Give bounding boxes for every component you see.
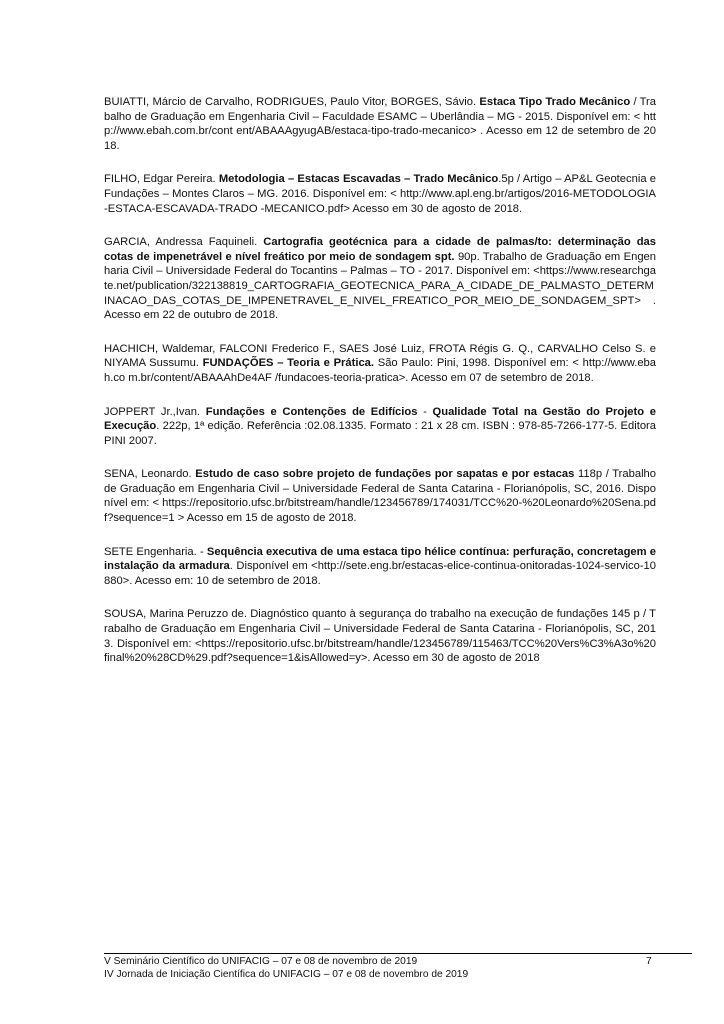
reference-title: FUNDAÇÕES – Teoria e Prática. [202,357,375,370]
reference-sena: SENA, Leonardo. Estudo de caso sobre projeto de fundações por sapatas e por estacas 118p / Trabalho de Graduação em Engenharia Civil – Universidade Federal de Santa Catarina - Florianópolis, SC, 2016. Disponível em: < https://repositorio.ufsc.br/bitstream/handle/123456789/174031/TCC%20-%20Leonardo%20Sena.pdf?sequence=1 > Acesso em 15 de agosto de 2018. [104,468,656,525]
reference-title: Estaca Tipo Trado Mecânico [479,96,631,108]
reference-title: Metodologia – Estacas Escavadas – Trado Mecânico [218,173,499,186]
reference-subtitle: Qualidade Total na Gestão do Projeto e Execução [104,405,656,433]
reference-title: Fundações e Contenções de Edifícios [205,405,418,418]
reference-title: Estudo de caso sobre projeto de fundações por sapatas e por estacas [195,468,575,481]
reference-sousa: SOUSA, Marina Peruzzo de. Diagnóstico quanto à segurança do trabalho na execução de fundações 145 p / Trabalho de Graduação em Engenharia Civil – Universidade Federal de Santa Catarina - Florianópolis, SC, 2013. Disponível em: <https://repositorio.ufsc.br/bitstream/handle/123456789/115463/TCC%20Vers%C3%A3o%20final%20%28CD%29.pdf?sequence=1&isAllowed=y>. Acesso em 30 de agosto de 2018 [104,608,656,665]
footer-line-2: IV Jornada de Iniciação Científica do UNIFACIG – 07 e 08 de novembro de 2019 [104,968,469,980]
reference-hachich: HACHICH, Waldemar, FALCONI Frederico F., SAES José Luiz, FROTA Régis G. Q., CARVALHO Celso S. e NIYAMA Sussumu. FUNDAÇÕES – Teoria e Prática. São Paulo: Pini, 1998. Disponível em: < http://www.ebah.co m.br/content/ABAAAhDe4AF /fundacoes-teoria-pratica>. Acesso em 07 de setembro de 2018. [104,342,656,384]
reference-list [104,95,656,685]
reference-filho: FILHO, Edgar Pereira. Metodologia – Estacas Escavadas – Trado Mecânico.5p / Artigo – AP&L Geotecnia e Fundações – Montes Claros – MG. 2016. Disponível em: < http://www.apl.eng.br/artigos/2016-METODOLOGIA-ESTACA-ESCAVADA-TRADO -MECANICO.pdf> Acesso em 30 de agosto de 2018. [104,173,657,215]
footer-line-1: V Seminário Científico do UNIFACIG – 07 e 08 de novembro de 2019 [104,956,418,967]
reference-title: Cartografia geotécnica para a cidade de palmas/to: determinação das cotas de impenetrável e nível freático por meio de sondagem spt. [104,236,656,263]
reference-buiatti: BUIATTI, Márcio de Carvalho, RODRIGUES, Paulo Vitor, BORGES, Sávio. Estaca Tipo Trado Mecânico / Trabalho de Graduação em Engenharia Civil – Faculdade ESAMC – Uberlândia – MG - 2015. Disponível em: < http://www.ebah.com.br/cont ent/ABAAAgyugAB/estaca-tipo-trado-mecanico> . Acesso em 12 de setembro de 2018. [104,96,656,152]
reference-title: Sequência executiva de uma estaca tipo hélice contínua: perfuração, concretagem e instalação da armadura [104,545,657,573]
page-number: 7 [646,956,652,967]
reference-sete: SETE Engenharia. - Sequência executiva de uma estaca tipo hélice contínua: perfuração, concretagem e instalação da armadura. Disponível em <http://sete.eng.br/estacas-elice-continua-onitoradas-1024-servico-10880>. Acesso em: 10 de setembro de 2018. [104,545,657,587]
footer-divider [104,953,692,954]
page-footer [104,956,664,981]
reference-joppert: JOPPERT Jr.,Ivan. Fundações e Contenções de Edifícios - Qualidade Total na Gestão do Projeto e Execução. 222p, 1ª edição. Referência :02.08.1335. Formato : 21 x 28 cm. ISBN : 978-85-7266-177-5. Editora PINI 2007. [104,405,656,447]
reference-garcia: GARCIA, Andressa Faquineli. Cartografia geotécnica para a cidade de palmas/to: determinação das cotas de impenetrável e nível freático por meio de sondagem spt. 90p. Trabalho de Graduação em Engenharia Civil – Universidade Federal do Tocantins – Palmas – TO - 2017. Disponível em: <https://www.researchgate.net/publication/322138819_CARTOGRAFIA_GEOTECNICA_PARA_A_CIDADE_DE_PALMASTO_DETERMINACAO_DAS_COTAS_DE_IMPENETRAVEL_E_NIVEL_FREATICO_POR_MEIO_DE_SONDAGEM_SPT> . Acesso em 22 de outubro de 2018. [104,236,656,322]
